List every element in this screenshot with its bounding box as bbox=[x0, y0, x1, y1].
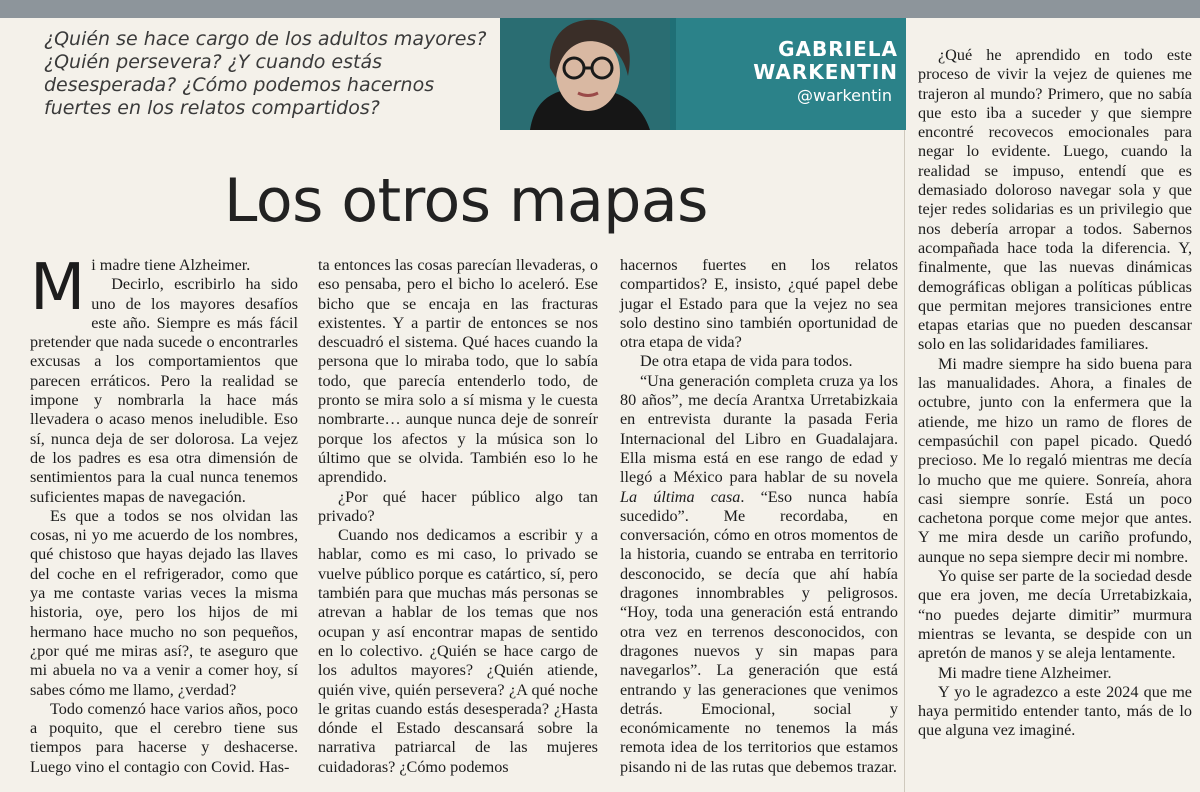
article-paragraph: Cuando nos dedicamos a escribir y a hablar, como es mi caso, lo privado se vuelve público porque es catártico, sí, pero también para que muchas más personas se atrevan a hablar de los temas que nos ocupan y así encontrar mapas de sentido en lo colectivo. ¿Quién se hace cargo de los adultos mayores? ¿Quién atiende, quién vive, quién persevera? ¿A qué noche le gritas cuando estás desesperada? ¿Hasta dónde el Estado descansará sobre la narrativa patriarcal de las mujeres cuidadoras? ¿Cómo podemos bbox=[318, 526, 598, 776]
newspaper-page bbox=[0, 18, 1200, 792]
article-paragraph: ¿Qué he aprendido en todo este proceso de vivir la vejez de quienes me trajeron al mundo? Primero, que no sabía que esto iba a suceder y que siempre encontré recovecos emocionales para negar lo evidente. Luego, cuando la realidad se impuso, entendí que es demasiado doloroso navegar sola y que tejer redes solidarias es un privilegio que nos debería arropar a todos. Sabernos acompañada hace toda la diferencia. Y, finalmente, que las nuevas dinámicas demográficas obligan a políticas públicas que permitan mejores transiciones entre etapas etarias que no pueden descansar solo en las solidaridades familiares. bbox=[918, 46, 1192, 354]
article-paragraph: ¿Por qué hacer público algo tan privado? bbox=[318, 487, 598, 525]
article-column-3 bbox=[620, 256, 898, 777]
header-band bbox=[14, 18, 904, 132]
article-paragraph: Todo comenzó hace varios años, poco a poquito, que el cerebro tiene sus tiempos para hacerse y deshacerse. Luego vino el contagio con Covid. Has- bbox=[30, 699, 298, 776]
author-panel bbox=[500, 18, 906, 130]
top-frame-strip bbox=[0, 0, 1200, 18]
paragraph-text: . “Eso nunca había sucedido”. Me recordaba, en conversación, cómo en otros momentos de la historia, cuando se entraba en territorio desconocido, se decía que ahí había dragones innombrables y peligrosos. “Hoy, toda una generación está entrando otra vez en terrenos desconocidos, con dragones nuevos y sin mapas para navegarlos”. La generación que está entrando y las generaciones que venimos detrás. Emocional, social y económicamente no tenemos la más remota idea de los territorios que estamos pisando ni de las rutas que debemos trazar. bbox=[620, 487, 899, 776]
article-paragraph: ta entonces las cosas parecían llevaderas, o eso pensaba, pero el bicho lo aceleró. Ese bicho que se encaja en las fracturas existentes. Y a partir de entonces se nos descuadró el sistema. Qué haces cuando la persona que lo miraba todo, que lo sabía todo, que parecía entenderlo todo, de pronto se mira solo a sí misma y le cuesta nombrarte… aunque nunca deje de sonreír porque los afectos y la música son lo último que se olvida. También eso lo he aprendido. bbox=[318, 256, 598, 487]
article-paragraph: hacernos fuertes en los relatos compartidos? E, insisto, ¿qué papel debe jugar el Estado para que la vejez no sea solo destino sino también oportunidad de otra etapa de vida? bbox=[620, 256, 898, 352]
article-paragraph: Yo quise ser parte de la sociedad desde que era joven, me decía Urretabizkaia, “no puedes dejarte dimitir” murmura mientras se levanta, se despide con un apretón de manos y se aleja lentamente. bbox=[918, 567, 1192, 663]
article-column-2 bbox=[318, 256, 598, 777]
drop-cap: M bbox=[30, 251, 86, 325]
article-paragraph bbox=[620, 372, 898, 777]
book-title: La última casa bbox=[620, 487, 741, 506]
column-divider bbox=[904, 18, 905, 792]
author-portrait bbox=[500, 18, 670, 130]
article-paragraph: Y yo le agradezco a este 2024 que me haya permitido entender tanto, más de lo que alguna vez imaginé. bbox=[918, 682, 1192, 740]
article-paragraph: Es que a todos se nos olvidan las cosas, ni yo me acuerdo de los nombres, qué chistoso que hayas dejado las llaves del coche en el refrigerador, como que ya me contaste varias veces la misma historia, oye, pero los hijos de mi hermano hace mucho no son pequeños, ¿por qué me miras así?, te aseguro que mi abuela no va a venir a comer hoy, sí sabes cómo me llamo, ¿verdad? bbox=[30, 506, 298, 699]
article-column-4 bbox=[918, 46, 1192, 741]
intro-question: ¿Quién se hace cargo de los adultos mayores? ¿Quién persevera? ¿Y cuando estás desesperada? ¿Cómo podemos hacernos fuertes en los relatos compartidos? bbox=[44, 28, 487, 119]
author-name: GABRIELA WARKENTIN bbox=[753, 37, 898, 84]
article-paragraph: Mi madre siempre ha sido buena para las manualidades. Ahora, a finales de octubre, junto con la enfermera que la atiende, me hizo un ramo de flores de cempasúchil con papel picado. Quedó precioso. Me lo regaló mientras me decía lo mucho que me quiere. Sonreía, ahora casi siempre sonríe. Está un poco cachetona porque come mejor que antes. Y me mira desde un cariño profundo, aunque no sepa siempre decir mi nombre. bbox=[918, 354, 1192, 566]
author-handle: @warkentin bbox=[796, 86, 892, 105]
paragraph-text: “Una generación completa cruza ya los 80 años”, me decía Arantxa Urretabizkaia en entrevista durante la pasada Feria Internacional del Libro en Guadalajara. Ella misma está en ese rango de edad y llegó a México para hablar de su novela bbox=[620, 371, 898, 487]
article-paragraph: Mi madre tiene Alzheimer. bbox=[938, 663, 1112, 682]
headline: Los otros mapas bbox=[224, 166, 708, 236]
paragraph-text: i madre tiene Alzheimer. bbox=[91, 256, 251, 274]
article-paragraph: Decirlo, escribirlo ha sido uno de los mayores desafíos este año. Siempre es más fácil pretender que nada sucede o encontrarles excusas a los comportamientos que parecen erráticos. Pero la realidad se impone y nombrarla la hace más llevadera o acaso menos ineludible. Eso sí, nunca deja de ser dolorosa. La vejez de los padres es esa otra dimensión de sentimientos para la cual nunca tenemos suficientes mapas de navegación. bbox=[30, 275, 298, 506]
article-paragraph: De otra etapa de vida para todos. bbox=[640, 352, 853, 371]
article-column-1 bbox=[30, 251, 298, 777]
article-paragraph bbox=[30, 251, 298, 325]
